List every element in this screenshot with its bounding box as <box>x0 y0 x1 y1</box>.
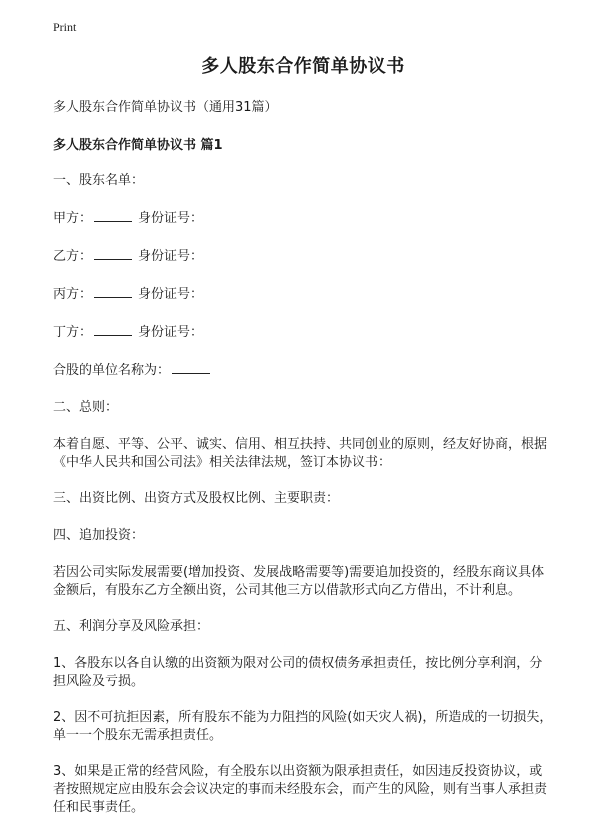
profit-item-1: 1、各股东以各自认缴的出资额为限对公司的债权债务承担责任，按比例分享利润，分担风险及亏损。 <box>53 656 543 689</box>
name-blank <box>94 285 132 298</box>
shareholder-label: 丁方： <box>53 325 93 340</box>
section-title: 多人股东合作简单协议书 篇1 <box>53 138 223 153</box>
document <box>53 52 553 835</box>
unit-name-blank <box>172 361 210 374</box>
profit-item-3: 3、如果是正常的经营风险，有全股东以出资额为限承担责任，如因违反投资协议，或者按照规定应由股东会会议决定的事而未经股东会，而产生的风险，则有当事人承担责任和民事责任。 <box>53 764 548 815</box>
shareholders-heading: 一、股东名单： <box>53 173 145 188</box>
shareholder-row-ding <box>53 323 553 342</box>
document-title: 多人股东合作简单协议书 <box>201 56 405 77</box>
shareholder-label: 甲方： <box>53 211 93 226</box>
general-heading: 二、总则： <box>53 400 119 415</box>
name-blank <box>94 323 132 336</box>
shareholder-row-bing <box>53 285 553 304</box>
document-subtitle: 多人股东合作简单协议书（通用31篇） <box>53 100 278 115</box>
general-text: 本着自愿、平等、公平、诚实、信用、相互扶持、共同创业的原则，经友好协商，根据《中华人民共和国公司法》相关法律法规，签订本协议书： <box>53 437 548 470</box>
additional-heading: 四、追加投资： <box>53 528 145 543</box>
unit-name-label: 合股的单位名称为： <box>53 363 171 378</box>
unit-name-row <box>53 361 553 380</box>
shareholder-row-jia <box>53 209 553 228</box>
id-label: 身份证号： <box>138 249 204 264</box>
additional-text: 若因公司实际发展需要(增加投资、发展战略需要等)需要追加投资的，经股东商议具体金额后，有股东乙方全额出资，公司其他三方以借款形式向乙方借出，不计利息。 <box>53 565 545 598</box>
shareholder-label: 丙方： <box>53 287 93 302</box>
id-label: 身份证号： <box>138 211 204 226</box>
print-link[interactable]: Print <box>53 20 77 34</box>
name-blank <box>94 247 132 260</box>
id-label: 身份证号： <box>138 325 204 340</box>
profit-item-2: 2、因不可抗拒因素，所有股东不能为力阻挡的风险(如天灾人祸)，所造成的一切损失，单一一个股东无需承担责任。 <box>53 710 553 743</box>
profit-heading: 五、利润分享及风险承担： <box>53 619 210 634</box>
shareholder-label: 乙方： <box>53 249 93 264</box>
id-label: 身份证号： <box>138 287 204 302</box>
name-blank <box>94 209 132 222</box>
investment-heading: 三、出资比例、出资方式及股权比例、主要职责： <box>53 491 340 506</box>
shareholder-row-yi <box>53 247 553 266</box>
